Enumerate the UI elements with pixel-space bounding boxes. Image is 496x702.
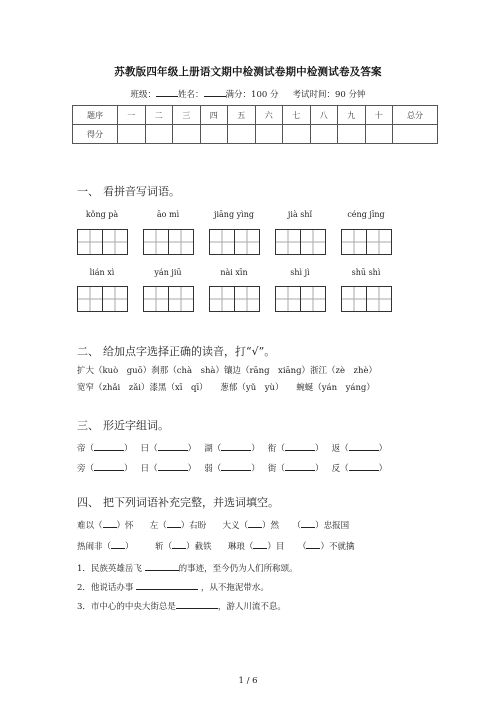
score-row-label: 得分 (73, 125, 118, 144)
answer-blank[interactable] (349, 441, 379, 451)
idiom-part: ）右盼 (180, 521, 207, 531)
score-table-header-row (73, 106, 438, 125)
answer-blank[interactable] (94, 441, 124, 451)
paren-close: ） (378, 464, 388, 474)
page-number: 1 / 6 (238, 676, 258, 686)
idiom-part: （ (297, 542, 307, 552)
section-1-title: 看拼音写词语。 (103, 185, 180, 198)
sentence-text: 1．民族英雄岳飞 (77, 564, 142, 574)
section-3-title: 形近字组词。 (103, 419, 169, 432)
char-prompt: 返（ (331, 444, 349, 454)
score-cell[interactable] (310, 125, 338, 144)
paren-close: ） (251, 444, 260, 454)
idiom-part: ）截铁 (186, 542, 212, 552)
char-prompt: 旁（ (77, 464, 95, 474)
answer-blank[interactable] (136, 580, 198, 590)
answer-blank[interactable] (349, 461, 379, 471)
pinyin-label: nài xīn (220, 268, 248, 277)
char-prompt: 曰（ (140, 444, 158, 454)
score-cell[interactable] (255, 125, 283, 144)
similar-chars-row-1 (77, 441, 387, 454)
idiom-part: 左（ (149, 521, 167, 531)
score-header-cell: 十 (365, 106, 393, 125)
answer-blank[interactable] (172, 539, 186, 549)
writing-box[interactable] (209, 286, 260, 312)
score-cell[interactable] (365, 125, 393, 144)
score-cell[interactable] (228, 125, 256, 144)
score-header-cell: 九 (338, 106, 366, 125)
pinyin-label: jià shǐ (287, 210, 313, 219)
class-label: 班级： (130, 90, 157, 100)
idiom-part: 斩（ (155, 542, 173, 552)
idiom-part: ） (125, 542, 134, 552)
score-header-cell: 八 (310, 106, 338, 125)
answer-blank[interactable] (158, 461, 188, 471)
name-label: 姓名： (178, 90, 204, 100)
writing-box[interactable] (341, 229, 392, 255)
sentence-2 (77, 580, 269, 593)
char-prompt: 湖（ (204, 444, 222, 454)
writing-box[interactable] (143, 229, 194, 255)
answer-blank[interactable] (221, 441, 251, 451)
score-header-cell: 三 (173, 106, 201, 125)
answer-blank[interactable] (103, 518, 117, 528)
sentence-3 (77, 599, 286, 612)
pronunciation-line-1: 扩大（kuò guō）刹那（chà shà）镶边（rāng xiāng）浙江（zè zhè） (77, 366, 378, 376)
score-header-cell: 一 (118, 106, 146, 125)
writing-box[interactable] (341, 286, 392, 312)
answer-blank[interactable] (145, 561, 179, 571)
answer-blank[interactable] (285, 461, 315, 471)
sentence-text: 的事迹，至今仍为人们所称颂。 (178, 564, 298, 574)
document-title: 苏教版四年级上册语文期中检测试卷期中检测试卷及答案 (114, 66, 382, 78)
answer-blank[interactable] (301, 518, 315, 528)
answer-blank[interactable] (176, 599, 218, 609)
idiom-part: 大义（ (222, 521, 249, 531)
similar-chars-row-2 (77, 461, 387, 474)
name-blank[interactable] (204, 88, 226, 97)
section-4-title: 把下列词语补充完整，并选词填空。 (103, 496, 279, 509)
answer-blank[interactable] (248, 518, 262, 528)
idiom-part: ）忠报国 (315, 521, 350, 531)
section-4-heading (77, 494, 279, 510)
score-cell[interactable] (338, 125, 366, 144)
score-header-cell: 七 (283, 106, 311, 125)
writing-box[interactable] (275, 286, 326, 312)
score-table-score-row (73, 125, 438, 144)
score-cell[interactable] (118, 125, 146, 144)
pinyin-label: shū shì (351, 268, 381, 277)
idiom-part: ）怀 (116, 521, 134, 531)
pinyin-label: kǒng pà (85, 210, 119, 219)
score-cell[interactable] (173, 125, 201, 144)
char-prompt: 街（ (267, 464, 285, 474)
score-header-cell: 二 (145, 106, 173, 125)
section-1-heading (77, 183, 180, 199)
paren-close: ） (314, 464, 324, 474)
paren-close: ） (314, 444, 324, 454)
score-table (72, 105, 438, 144)
answer-blank[interactable] (285, 441, 315, 451)
writing-box[interactable] (143, 286, 194, 312)
idiom-part: （ (292, 521, 302, 531)
idiom-row-2 (77, 539, 354, 552)
section-2-number: 二、 (77, 345, 99, 358)
pinyin-label: āo mì (156, 210, 180, 219)
idiom-part: ）不就擒 (320, 542, 355, 552)
char-prompt: 反（ (331, 464, 349, 474)
score-cell[interactable] (145, 125, 173, 144)
section-1-number: 一、 (77, 185, 99, 198)
score-header-cell: 题序 (73, 106, 118, 125)
answer-blank[interactable] (221, 461, 251, 471)
sentence-1 (77, 561, 298, 574)
idiom-row-1 (77, 518, 349, 531)
section-3-heading (77, 417, 169, 433)
paren-close: ） (124, 444, 133, 454)
idiom-part: 难以（ (77, 521, 103, 531)
char-prompt: 衔（ (267, 444, 285, 454)
idiom-part: 热闹非（ (77, 542, 112, 552)
section-2-heading (77, 343, 275, 359)
idiom-part: ）目 (267, 542, 285, 552)
answer-blank[interactable] (158, 441, 188, 451)
sentence-text: ，从不拖泥带水。 (200, 583, 269, 593)
pinyin-label: lián xì (89, 268, 115, 277)
answer-blank[interactable] (111, 539, 125, 549)
char-prompt: 日（ (140, 464, 158, 474)
writing-box[interactable] (77, 286, 128, 312)
pinyin-label: jiāng yìng (214, 210, 254, 219)
score-header-cell: 四 (200, 106, 228, 125)
writing-box[interactable] (275, 229, 326, 255)
answer-blank[interactable] (306, 539, 320, 549)
writing-box[interactable] (209, 229, 260, 255)
idiom-part: ）然 (262, 521, 280, 531)
paren-close: ） (251, 464, 260, 474)
paren-close: ） (187, 444, 197, 454)
score-header-cell: 六 (255, 106, 283, 125)
sentence-text: 3．市中心的中央大街总是 (77, 602, 176, 612)
char-prompt: 弱（ (204, 464, 222, 474)
exam-info (0, 88, 496, 100)
paren-close: ） (187, 464, 197, 474)
pinyin-label: shì jì (290, 268, 310, 277)
sentence-text: 2．他说话办事 (77, 583, 134, 593)
pronunciation-line-2: 宽窄（zhǎi zǎi）漆黑（xī qī） 葱郁（yǔ yù） 蜿蜒（yán yáng） (77, 383, 375, 393)
answer-blank[interactable] (94, 461, 124, 471)
score-header-cell: 五 (228, 106, 256, 125)
score-header-cell: 总分 (393, 106, 438, 125)
paren-close: ） (378, 444, 388, 454)
class-blank[interactable] (156, 88, 178, 97)
answer-blank[interactable] (167, 518, 181, 528)
score-cell[interactable] (283, 125, 311, 144)
writing-box[interactable] (77, 229, 128, 255)
idiom-part: 琳琅（ (227, 542, 254, 552)
exam-time: 考试时间：90 分钟 (292, 90, 366, 100)
section-3-number: 三、 (77, 419, 99, 432)
answer-blank[interactable] (253, 539, 267, 549)
section-2-title: 给加点字选择正确的读音，打“√”。 (103, 345, 276, 358)
pinyin-label: yán jiū (154, 268, 182, 277)
sentence-text: ，游人川流不息。 (217, 602, 286, 612)
section-4-number: 四、 (77, 496, 99, 509)
char-prompt: 帝（ (77, 444, 95, 454)
pinyin-label: céng jīng (347, 210, 385, 219)
score-cell[interactable] (200, 125, 228, 144)
score-cell[interactable] (393, 125, 438, 144)
paren-close: ） (124, 464, 133, 474)
full-score: 满分：100 分 (225, 90, 279, 100)
